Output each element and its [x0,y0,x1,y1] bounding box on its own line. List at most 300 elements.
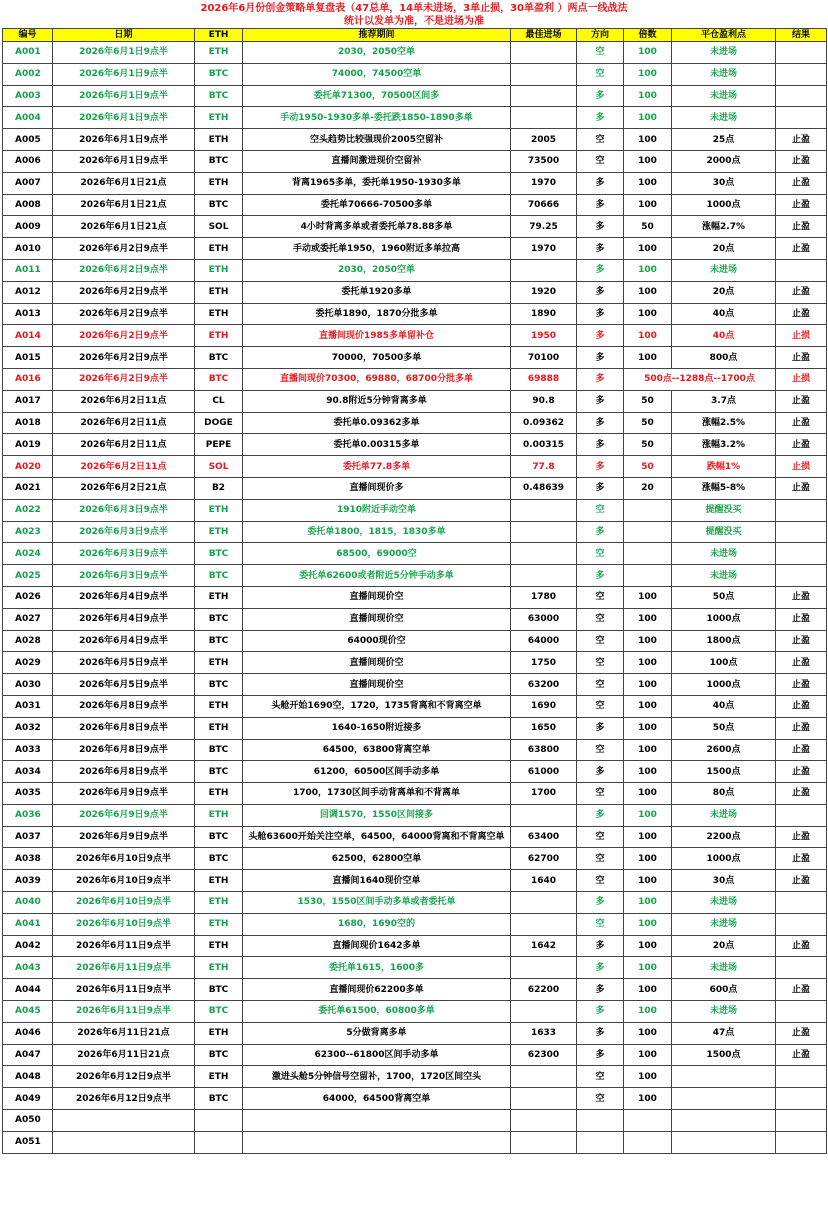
cell-leverage: 100 [624,935,672,957]
cell-entry: 1920 [511,281,577,303]
cell-leverage: 20 [624,477,672,499]
cell-direction: 空 [577,913,624,935]
cell-leverage: 100 [624,826,672,848]
table-row [3,586,827,608]
cell-coin: PEPE [195,434,243,456]
cell-coin: BTC [195,979,243,1001]
cell-recommendation: 委托单62600或者附近5分钟手动多单 [243,565,511,587]
cell-leverage: 100 [624,586,672,608]
cell-result: 止盈 [776,848,827,870]
cell-id: A001 [3,42,53,64]
cell-id: A048 [3,1066,53,1088]
cell-leverage: 100 [624,979,672,1001]
cell-result [776,565,827,587]
cell-pnl: 提醒没买 [672,521,776,543]
cell-coin: BTC [195,543,243,565]
cell-entry [511,63,577,85]
cell-id: A007 [3,172,53,194]
cell-coin: BTC [195,150,243,172]
cell-entry [511,42,577,64]
cell-id: A004 [3,107,53,129]
table-row [3,783,827,805]
cell-date: 2026年6月1日21点 [53,216,195,238]
cell-result: 止盈 [776,216,827,238]
cell-coin: ETH [195,935,243,957]
table-row [3,739,827,761]
table-row [3,216,827,238]
cell-result: 止盈 [776,826,827,848]
cell-id: A003 [3,85,53,107]
table-row [3,870,827,892]
cell-result: 止盈 [776,434,827,456]
cell-date: 2026年6月1日9点半 [53,85,195,107]
cell-result: 止损 [776,325,827,347]
cell-pnl: 20点 [672,238,776,260]
cell-recommendation: 头舱开始1690空，1720，1735背离和不背离空单 [243,695,511,717]
table-row [3,1066,827,1088]
cell-entry: 64000 [511,630,577,652]
cell-entry [511,1088,577,1110]
cell-leverage: 100 [624,892,672,914]
cell-coin: BTC [195,761,243,783]
cell-date: 2026年6月8日9点半 [53,717,195,739]
cell-coin: ETH [195,804,243,826]
cell-date: 2026年6月3日9点半 [53,565,195,587]
cell-entry: 1640 [511,870,577,892]
cell-id: A045 [3,1001,53,1023]
cell-coin: ETH [195,957,243,979]
cell-result [776,63,827,85]
cell-pnl: 30点 [672,870,776,892]
cell-result [776,804,827,826]
cell-result [776,499,827,521]
cell-recommendation: 1910附近手动空单 [243,499,511,521]
cell-recommendation: 5分做背离多单 [243,1022,511,1044]
cell-date: 2026年6月8日9点半 [53,739,195,761]
cell-entry: 73500 [511,150,577,172]
cell-recommendation: 64000，64500背离空单 [243,1088,511,1110]
cell-leverage: 100 [624,129,672,151]
cell-id: A006 [3,150,53,172]
cell-id: A025 [3,565,53,587]
cell-coin: BTC [195,848,243,870]
cell-direction: 多 [577,434,624,456]
cell-date: 2026年6月11日9点半 [53,1001,195,1023]
cell-date: 2026年6月3日9点半 [53,543,195,565]
table-row [3,172,827,194]
cell-direction: 空 [577,150,624,172]
table-row [3,1110,827,1132]
cell-direction: 多 [577,477,624,499]
cell-leverage: 100 [624,1001,672,1023]
cell-pnl: 涨幅2.7% [672,216,776,238]
cell-pnl: 1000点 [672,674,776,696]
cell-direction: 多 [577,172,624,194]
table-row [3,935,827,957]
cell-date: 2026年6月4日9点半 [53,586,195,608]
cell-recommendation: 委托单61500，60800多单 [243,1001,511,1023]
cell-leverage: 100 [624,783,672,805]
cell-id: A046 [3,1022,53,1044]
table-row [3,456,827,478]
cell-date: 2026年6月2日11点 [53,434,195,456]
cell-coin: BTC [195,674,243,696]
cell-entry: 61000 [511,761,577,783]
cell-entry [511,543,577,565]
cell-date: 2026年6月9日9点半 [53,826,195,848]
cell-recommendation: 90.8附近5分钟背离多单 [243,390,511,412]
cell-direction: 空 [577,783,624,805]
header-id: 编号 [3,29,53,42]
table-row [3,1131,827,1153]
cell-recommendation: 64500，63800背离空单 [243,739,511,761]
cell-result [776,521,827,543]
cell-date [53,1110,195,1132]
cell-coin: SOL [195,456,243,478]
cell-recommendation: 手动或委托单1950，1960附近多单拉高 [243,238,511,260]
cell-result: 止盈 [776,347,827,369]
cell-pnl: 50点 [672,586,776,608]
cell-direction: 空 [577,630,624,652]
cell-date: 2026年6月8日9点半 [53,695,195,717]
cell-entry: 63800 [511,739,577,761]
cell-result [776,85,827,107]
cell-entry: 77.8 [511,456,577,478]
table-row [3,804,827,826]
cell-recommendation: 直播间1640现价空单 [243,870,511,892]
cell-direction: 空 [577,42,624,64]
cell-leverage: 100 [624,717,672,739]
cell-result: 止盈 [776,281,827,303]
table-row [3,761,827,783]
cell-coin: BTC [195,63,243,85]
cell-direction [577,1131,624,1153]
cell-entry: 1650 [511,717,577,739]
cell-direction: 多 [577,804,624,826]
cell-direction: 多 [577,892,624,914]
cell-recommendation: 空头趋势比较强现价2005空留补 [243,129,511,151]
cell-coin: ETH [195,259,243,281]
cell-leverage: 100 [624,761,672,783]
cell-entry [511,259,577,281]
table-row [3,85,827,107]
cell-recommendation: 70000，70500多单 [243,347,511,369]
cell-date: 2026年6月4日9点半 [53,608,195,630]
cell-direction: 空 [577,1088,624,1110]
cell-coin: ETH [195,238,243,260]
cell-recommendation: 61200，60500区间手动多单 [243,761,511,783]
cell-entry: 1890 [511,303,577,325]
cell-entry: 2005 [511,129,577,151]
cell-id: A015 [3,347,53,369]
cell-result: 止盈 [776,303,827,325]
table-row [3,390,827,412]
cell-leverage: 100 [624,695,672,717]
cell-pnl: 1000点 [672,608,776,630]
table-row [3,630,827,652]
cell-pnl: 800点 [672,347,776,369]
cell-leverage [624,499,672,521]
cell-recommendation [243,1110,511,1132]
cell-result: 止盈 [776,412,827,434]
cell-result: 止盈 [776,695,827,717]
cell-coin: BTC [195,565,243,587]
cell-coin: ETH [195,42,243,64]
cell-coin: ETH [195,129,243,151]
cell-leverage: 100 [624,608,672,630]
cell-leverage: 100 [624,1066,672,1088]
cell-id: A002 [3,63,53,85]
cell-pnl: 600点 [672,979,776,1001]
cell-date: 2026年6月12日9点半 [53,1066,195,1088]
cell-pnl: 提醒没买 [672,499,776,521]
cell-entry: 1633 [511,1022,577,1044]
cell-pnl: 25点 [672,129,776,151]
cell-id: A043 [3,957,53,979]
cell-entry [511,1131,577,1153]
cell-coin: ETH [195,1022,243,1044]
header-leverage: 倍数 [624,29,672,42]
cell-id: A038 [3,848,53,870]
table-row [3,42,827,64]
cell-result: 止盈 [776,652,827,674]
cell-leverage: 100 [624,150,672,172]
cell-direction: 空 [577,848,624,870]
table-row [3,979,827,1001]
cell-leverage: 100 [624,238,672,260]
cell-leverage: 100 [624,1044,672,1066]
cell-entry: 62300 [511,1044,577,1066]
cell-recommendation: 直播间现价空 [243,608,511,630]
cell-date: 2026年6月4日9点半 [53,630,195,652]
table-row [3,674,827,696]
cell-direction: 空 [577,1066,624,1088]
cell-direction: 多 [577,368,624,390]
cell-entry: 1750 [511,652,577,674]
cell-recommendation: 委托单0.09362多单 [243,412,511,434]
table-row [3,1044,827,1066]
cell-result: 止盈 [776,586,827,608]
cell-entry [511,1110,577,1132]
cell-date: 2026年6月11日21点 [53,1044,195,1066]
cell-id: A034 [3,761,53,783]
cell-id: A026 [3,586,53,608]
cell-leverage: 100 [624,848,672,870]
cell-direction: 多 [577,717,624,739]
cell-entry [511,913,577,935]
header-result: 结果 [776,29,827,42]
cell-coin: ETH [195,892,243,914]
cell-leverage: 100 [624,674,672,696]
cell-date: 2026年6月10日9点半 [53,892,195,914]
title-line-2: 统计以发单为准，不是进场为准 [344,16,484,27]
cell-pnl: 未进场 [672,42,776,64]
cell-entry: 62700 [511,848,577,870]
cell-entry: 63200 [511,674,577,696]
table-row [3,281,827,303]
cell-id: A012 [3,281,53,303]
cell-coin: BTC [195,85,243,107]
table-row [3,259,827,281]
cell-recommendation: 委托单71300，70500区间多 [243,85,511,107]
cell-leverage: 100 [624,630,672,652]
cell-date: 2026年6月9日9点半 [53,783,195,805]
cell-id: A040 [3,892,53,914]
cell-pnl: 1000点 [672,194,776,216]
cell-entry: 1642 [511,935,577,957]
cell-entry: 79.25 [511,216,577,238]
header-pnl: 平仓盈利点 [672,29,776,42]
table-row [3,303,827,325]
cell-coin: CL [195,390,243,412]
cell-id: A022 [3,499,53,521]
cell-coin: SOL [195,216,243,238]
table-row [3,368,827,390]
cell-result: 止盈 [776,935,827,957]
cell-id: A044 [3,979,53,1001]
cell-date: 2026年6月11日9点半 [53,957,195,979]
cell-direction: 多 [577,979,624,1001]
cell-entry: 63000 [511,608,577,630]
cell-coin [195,1110,243,1132]
table-row [3,477,827,499]
cell-direction [577,1110,624,1132]
cell-direction: 多 [577,456,624,478]
cell-leverage: 50 [624,456,672,478]
cell-date: 2026年6月2日9点半 [53,325,195,347]
cell-id: A047 [3,1044,53,1066]
cell-direction: 多 [577,957,624,979]
cell-result: 止盈 [776,608,827,630]
cell-entry: 90.8 [511,390,577,412]
cell-result: 止盈 [776,674,827,696]
cell-leverage: 100 [624,1088,672,1110]
cell-date: 2026年6月1日21点 [53,194,195,216]
cell-result [776,1110,827,1132]
cell-id: A031 [3,695,53,717]
cell-recommendation: 委托单1615，1600多 [243,957,511,979]
cell-recommendation: 2030，2050空单 [243,42,511,64]
cell-id: A005 [3,129,53,151]
cell-coin: DOGE [195,412,243,434]
cell-direction: 多 [577,390,624,412]
cell-direction: 空 [577,739,624,761]
cell-recommendation: 直播间激进现价空留补 [243,150,511,172]
cell-entry: 1970 [511,172,577,194]
cell-leverage [624,521,672,543]
cell-coin: ETH [195,499,243,521]
cell-entry: 0.48639 [511,477,577,499]
cell-recommendation: 1640-1650附近接多 [243,717,511,739]
cell-date [53,1131,195,1153]
cell-recommendation: 手动1950-1930多单-委托跌1850-1890多单 [243,107,511,129]
cell-direction: 多 [577,565,624,587]
cell-entry [511,1001,577,1023]
cell-coin: ETH [195,783,243,805]
cell-result: 止盈 [776,783,827,805]
cell-recommendation: 4小时背离多单或者委托单78.88多单 [243,216,511,238]
cell-id: A024 [3,543,53,565]
cell-direction: 空 [577,826,624,848]
cell-coin: ETH [195,107,243,129]
header-recommendation: 推荐期间 [243,29,511,42]
cell-direction: 空 [577,695,624,717]
cell-recommendation: 1530，1550区间手动多单或者委托单 [243,892,511,914]
header-coin: ETH [195,29,243,42]
title-line-1: 2026年6月份创金策略单复盘表（47总单，14单未进场，3单止损，30单盈利 ）两点一线战法 [200,3,628,14]
table-row [3,129,827,151]
cell-id: A051 [3,1131,53,1153]
cell-result [776,892,827,914]
cell-direction: 多 [577,107,624,129]
cell-direction: 空 [577,674,624,696]
cell-recommendation: 68500，69000空 [243,543,511,565]
cell-recommendation: 2030，2050空单 [243,259,511,281]
cell-date: 2026年6月2日9点半 [53,238,195,260]
cell-pnl: 涨幅3.2% [672,434,776,456]
cell-id: A036 [3,804,53,826]
cell-date: 2026年6月9日9点半 [53,804,195,826]
table-row [3,957,827,979]
cell-id: A033 [3,739,53,761]
cell-direction: 空 [577,608,624,630]
cell-pnl: 未进场 [672,85,776,107]
cell-coin: BTC [195,630,243,652]
cell-coin: BTC [195,368,243,390]
table-row [3,1088,827,1110]
cell-result: 止盈 [776,390,827,412]
cell-entry: 1780 [511,586,577,608]
cell-id: A027 [3,608,53,630]
cell-id: A021 [3,477,53,499]
cell-entry: 69888 [511,368,577,390]
cell-recommendation: 回调1570，1550区间接多 [243,804,511,826]
cell-leverage [624,543,672,565]
cell-date: 2026年6月5日9点半 [53,652,195,674]
cell-recommendation: 直播间现价多 [243,477,511,499]
cell-result: 止盈 [776,739,827,761]
cell-recommendation: 直播间现价1642多单 [243,935,511,957]
cell-pnl: 20点 [672,935,776,957]
cell-entry [511,957,577,979]
cell-result [776,1131,827,1153]
cell-coin [195,1131,243,1153]
cell-id: A037 [3,826,53,848]
cell-pnl: 未进场 [672,63,776,85]
cell-leverage: 100 [624,325,672,347]
cell-result: 止盈 [776,477,827,499]
cell-id: A030 [3,674,53,696]
cell-id: A023 [3,521,53,543]
cell-recommendation: 委托单77.8多单 [243,456,511,478]
table-row [3,608,827,630]
cell-id: A028 [3,630,53,652]
cell-recommendation: 直播间现价70300，69880，68700分批多单 [243,368,511,390]
table-row [3,913,827,935]
cell-direction: 多 [577,259,624,281]
cell-direction: 空 [577,543,624,565]
cell-leverage: 50 [624,412,672,434]
cell-leverage: 100 [624,194,672,216]
cell-pnl: 1000点 [672,848,776,870]
cell-leverage: 100 [624,85,672,107]
cell-pnl: 40点 [672,303,776,325]
cell-result [776,42,827,64]
cell-leverage: 100 [624,42,672,64]
cell-coin: ETH [195,325,243,347]
cell-recommendation [243,1131,511,1153]
cell-direction: 多 [577,281,624,303]
